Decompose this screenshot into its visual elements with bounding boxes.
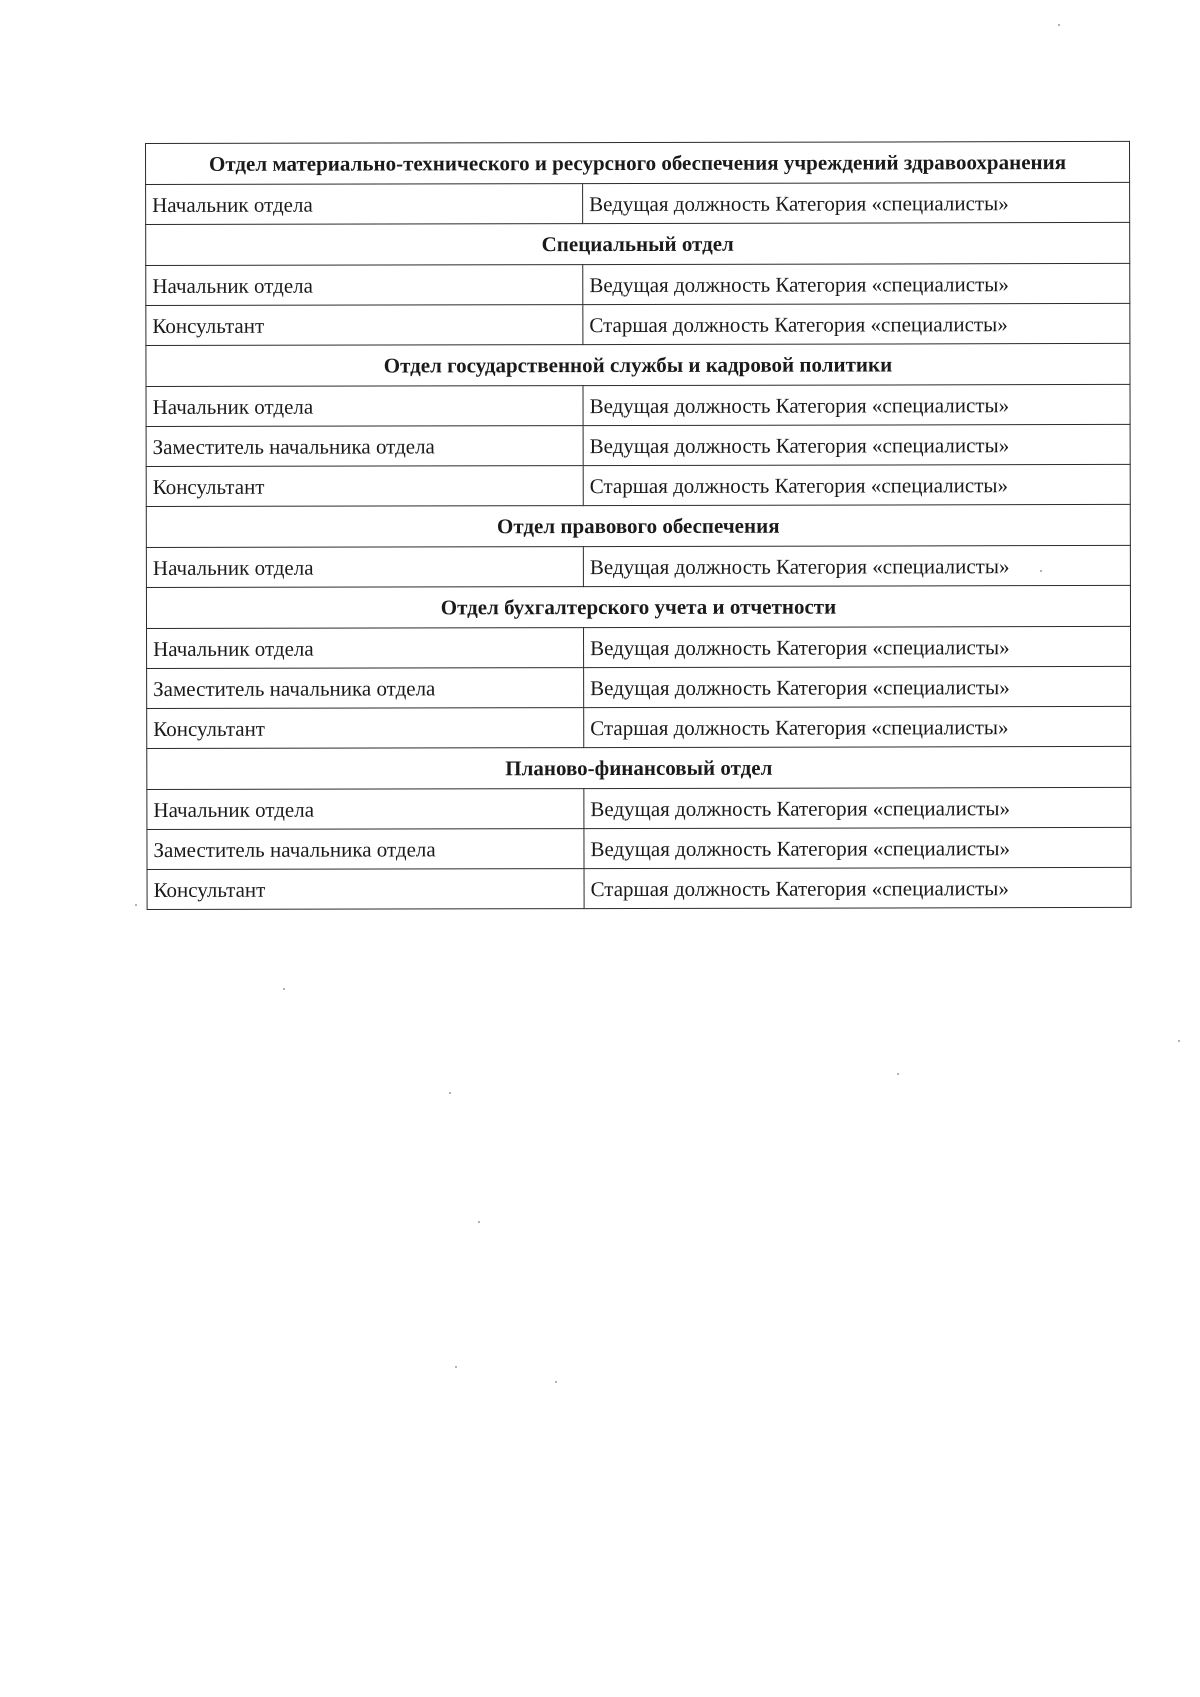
position-cell: Начальник отдела bbox=[146, 386, 583, 427]
scan-speck bbox=[455, 1366, 457, 1368]
table-row bbox=[146, 303, 1130, 345]
table-row bbox=[146, 263, 1130, 305]
table-row bbox=[146, 424, 1130, 466]
position-cell: Начальник отдела bbox=[147, 628, 584, 669]
table-row bbox=[146, 545, 1130, 587]
position-cell: Начальник отдела bbox=[146, 547, 583, 588]
table-row bbox=[147, 666, 1131, 708]
section-title: Отдел государственной службы и кадровой политики bbox=[146, 343, 1130, 386]
table-row bbox=[147, 626, 1131, 668]
positions-table bbox=[145, 141, 1132, 910]
category-cell: Старшая должность Категория «специалисты» bbox=[584, 706, 1131, 747]
category-cell: Ведущая должность Категория «специалисты» bbox=[583, 424, 1130, 465]
category-cell: Ведущая должность Категория «специалисты» bbox=[584, 827, 1131, 868]
section-header-row bbox=[147, 746, 1131, 789]
position-cell: Заместитель начальника отдела bbox=[147, 668, 584, 709]
category-cell: Ведущая должность Категория «специалисты» bbox=[584, 787, 1131, 828]
scan-speck bbox=[135, 904, 137, 906]
scan-speck bbox=[1058, 24, 1060, 26]
scan-speck bbox=[555, 1381, 557, 1383]
table-row bbox=[147, 867, 1131, 909]
position-cell: Консультант bbox=[147, 708, 584, 749]
category-cell: Ведущая должность Категория «специалисты» bbox=[583, 545, 1130, 586]
scan-speck bbox=[478, 1221, 480, 1223]
section-title: Специальный отдел bbox=[146, 222, 1130, 265]
scan-speck bbox=[449, 1092, 451, 1094]
position-cell: Консультант bbox=[146, 305, 583, 346]
position-cell: Начальник отдела bbox=[147, 789, 584, 830]
position-cell: Начальник отдела bbox=[146, 184, 583, 225]
section-header-row bbox=[146, 585, 1130, 628]
table-row bbox=[146, 384, 1130, 426]
category-cell: Ведущая должность Категория «специалисты» bbox=[583, 182, 1130, 223]
table-row bbox=[147, 706, 1131, 748]
position-cell: Консультант bbox=[146, 466, 583, 507]
table-row bbox=[146, 182, 1130, 224]
category-cell: Ведущая должность Категория «специалисты» bbox=[583, 263, 1130, 304]
section-title: Отдел материально-технического и ресурсного обеспечения учреждений здравоохранения bbox=[146, 141, 1130, 184]
section-title: Отдел правового обеспечения bbox=[146, 504, 1130, 547]
section-header-row bbox=[146, 222, 1130, 265]
category-cell: Старшая должность Категория «специалисты» bbox=[583, 303, 1130, 344]
scan-speck bbox=[897, 1073, 899, 1075]
category-cell: Ведущая должность Категория «специалисты» bbox=[584, 626, 1131, 667]
category-cell: Старшая должность Категория «специалисты» bbox=[584, 867, 1131, 908]
position-cell: Заместитель начальника отдела bbox=[147, 829, 584, 870]
section-title: Планово-финансовый отдел bbox=[147, 746, 1131, 789]
position-cell: Консультант bbox=[147, 869, 584, 910]
table-row bbox=[146, 464, 1130, 506]
category-cell: Ведущая должность Категория «специалисты» bbox=[584, 666, 1131, 707]
position-cell: Начальник отдела bbox=[146, 265, 583, 306]
section-header-row bbox=[146, 141, 1130, 184]
table-row bbox=[147, 827, 1131, 869]
scan-speck bbox=[1178, 1040, 1180, 1042]
section-header-row bbox=[146, 343, 1130, 386]
category-cell: Старшая должность Категория «специалисты» bbox=[583, 464, 1130, 505]
table-row bbox=[147, 787, 1131, 829]
scan-speck bbox=[283, 988, 285, 990]
category-cell: Ведущая должность Категория «специалисты» bbox=[583, 384, 1130, 425]
section-title: Отдел бухгалтерского учета и отчетности bbox=[146, 585, 1130, 628]
position-cell: Заместитель начальника отдела bbox=[146, 426, 583, 467]
section-header-row bbox=[146, 504, 1130, 547]
scan-speck bbox=[1040, 570, 1042, 572]
